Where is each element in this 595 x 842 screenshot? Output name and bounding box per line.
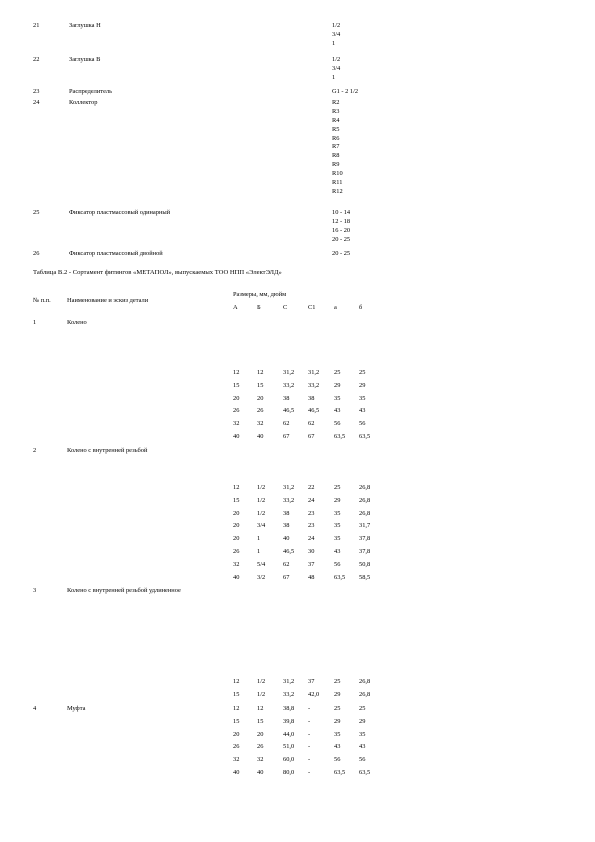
row-21-num: 21 bbox=[33, 22, 40, 29]
table-cell: 15 bbox=[233, 717, 240, 725]
table-cell: 12 bbox=[233, 484, 240, 491]
row-24-name: Коллектор bbox=[69, 99, 98, 106]
table-caption: Таблица В.2 - Сортамент фитингов «МЕТАПОЛ», выпускаемых ТОО НПП «ЭлектЭЛД» bbox=[33, 269, 282, 276]
row-23-num: 23 bbox=[33, 88, 40, 95]
table-cell: 1/2 bbox=[257, 496, 266, 504]
table-cell: 35 bbox=[334, 394, 341, 402]
table-cell: 46,5 bbox=[283, 407, 295, 415]
table-cell: 20 bbox=[233, 522, 240, 530]
table-cell: 31,2 bbox=[283, 484, 295, 491]
table-cell: 40 bbox=[233, 433, 240, 440]
row-25-sizes bbox=[332, 210, 350, 246]
table-cell: 29 bbox=[334, 496, 341, 504]
table-cell: 32 bbox=[233, 560, 240, 568]
table-cell: 29 bbox=[334, 381, 341, 389]
table-cell: 56 bbox=[359, 756, 366, 764]
size-value: R3 bbox=[332, 107, 340, 115]
table-cell: 60,0 bbox=[283, 756, 295, 764]
row-23-name: Распределитель bbox=[69, 88, 113, 95]
size-value: 3/4 bbox=[332, 30, 341, 38]
size-value: 1 bbox=[332, 39, 336, 47]
table-cell: 38 bbox=[308, 394, 315, 402]
table-cell: 35 bbox=[334, 509, 341, 517]
row-21-sizes bbox=[332, 23, 340, 50]
table-cell: 25 bbox=[334, 705, 341, 712]
table-cell: 43 bbox=[359, 407, 366, 415]
table-cell: 20 bbox=[233, 535, 240, 543]
table-cell: 33,2 bbox=[283, 381, 295, 389]
table-cell: 20 bbox=[233, 730, 240, 738]
table-cell: 26 bbox=[257, 407, 264, 415]
table-cell: 20 bbox=[257, 394, 264, 402]
table-cell: 31,7 bbox=[359, 522, 371, 530]
table-cell: 20 bbox=[233, 509, 240, 517]
table-cell: 12 bbox=[257, 369, 264, 376]
header-num: № п.п. bbox=[33, 297, 51, 304]
table-cell: 26,8 bbox=[359, 509, 371, 517]
size-value: R6 bbox=[332, 134, 340, 142]
table-cell: 38 bbox=[283, 509, 290, 517]
size-value: R5 bbox=[332, 125, 340, 133]
table-cell: 67 bbox=[308, 433, 315, 440]
table-cell: 35 bbox=[334, 730, 341, 738]
table-cell: 35 bbox=[334, 522, 341, 530]
table-cell: 25 bbox=[334, 678, 341, 685]
table-cell: 29 bbox=[359, 717, 366, 725]
table-cell: - bbox=[308, 705, 311, 712]
table-cell: 22 bbox=[308, 484, 315, 491]
row-26-num: 26 bbox=[33, 250, 40, 257]
size-value: R8 bbox=[332, 152, 340, 160]
size-value: R10 bbox=[332, 170, 343, 178]
table-cell: 12 bbox=[233, 369, 240, 376]
table-cell: 33,2 bbox=[283, 496, 295, 504]
table-cell: - bbox=[308, 730, 311, 738]
table-cell: 15 bbox=[257, 717, 264, 725]
size-value: 12 - 18 bbox=[332, 217, 351, 225]
table-cell: 31,2 bbox=[308, 369, 320, 376]
table-cell: 30 bbox=[308, 548, 315, 555]
table-cell: 32 bbox=[233, 420, 240, 428]
row-24-sizes bbox=[332, 100, 343, 198]
table-cell: 3/4 bbox=[257, 522, 266, 530]
table-cell: 63,5 bbox=[359, 769, 371, 776]
table-cell: - bbox=[308, 756, 311, 764]
row-24-num: 24 bbox=[33, 99, 40, 106]
table-cell: 37,8 bbox=[359, 548, 371, 555]
header-col-b: Б bbox=[257, 304, 261, 311]
table-cell: 15 bbox=[257, 381, 264, 389]
item-4-num: 4 bbox=[33, 705, 37, 712]
table-cell: 46,5 bbox=[283, 548, 295, 555]
table-cell: 40 bbox=[257, 433, 264, 440]
table-cell: 31,2 bbox=[283, 369, 295, 376]
item-2-name: Колено с внутренней резьбой bbox=[67, 447, 148, 454]
table-cell: 26,8 bbox=[359, 690, 371, 698]
row-25-name: Фиксатор пластмассовый одинарный bbox=[69, 209, 171, 216]
table-cell: 56 bbox=[334, 560, 341, 568]
table-cell: 20 bbox=[257, 730, 264, 738]
row-26-name: Фиксатор пластмассовый двойной bbox=[69, 250, 163, 257]
table-cell: 26 bbox=[233, 548, 240, 555]
size-value: R7 bbox=[332, 143, 340, 151]
table-cell: 1 bbox=[257, 535, 261, 543]
table-cell: 12 bbox=[233, 678, 240, 685]
table-cell: 40 bbox=[283, 535, 290, 543]
table-cell: 29 bbox=[334, 690, 341, 698]
table-cell: 32 bbox=[233, 756, 240, 764]
table-cell: 29 bbox=[359, 381, 366, 389]
size-value: 10 - 14 bbox=[332, 209, 351, 216]
table-cell: 5/4 bbox=[257, 560, 266, 568]
row-22-num: 22 bbox=[33, 56, 40, 63]
header-name: Наименование и эскиз детали bbox=[67, 297, 149, 304]
table-cell: 35 bbox=[359, 394, 366, 402]
table-cell: 3/2 bbox=[257, 573, 266, 581]
table-cell: 26,8 bbox=[359, 678, 371, 685]
table-cell: 12 bbox=[233, 705, 240, 712]
item-1-name: Колено bbox=[67, 319, 87, 326]
table-cell: 23 bbox=[308, 509, 315, 517]
table-cell: 67 bbox=[283, 433, 290, 440]
item-1-num: 1 bbox=[33, 319, 37, 326]
size-value: 1/2 bbox=[332, 22, 341, 29]
table-cell: 56 bbox=[359, 420, 366, 428]
table-cell: 42,0 bbox=[308, 690, 320, 698]
table-cell: 35 bbox=[359, 730, 366, 738]
item-3-num: 3 bbox=[33, 587, 37, 594]
row-23-sizes bbox=[332, 89, 358, 98]
row-22-sizes bbox=[332, 57, 340, 84]
table-cell: 24 bbox=[308, 535, 315, 543]
table-cell: 15 bbox=[233, 496, 240, 504]
table-cell: 37,8 bbox=[359, 535, 371, 543]
header-dims-title: Размеры, мм, дюйм bbox=[233, 291, 287, 298]
table-cell: 1/2 bbox=[257, 690, 266, 698]
table-cell: 25 bbox=[359, 705, 366, 712]
table-cell: 29 bbox=[334, 717, 341, 725]
table-cell: 26 bbox=[257, 743, 264, 751]
table-cell: 62 bbox=[283, 560, 290, 568]
item-2-num: 2 bbox=[33, 447, 37, 454]
header-col-c1: C1 bbox=[308, 304, 316, 311]
table-cell: 80,0 bbox=[283, 769, 295, 776]
table-cell: 15 bbox=[233, 690, 240, 698]
table-cell: 25 bbox=[334, 369, 341, 376]
header-col-a: A bbox=[233, 304, 238, 311]
table-cell: 63,5 bbox=[334, 573, 346, 581]
row-26-sizes bbox=[332, 251, 350, 260]
table-cell: 44,0 bbox=[283, 730, 295, 738]
row-21-name: Заглушка Н bbox=[69, 22, 101, 29]
table-cell: 33,2 bbox=[283, 690, 295, 698]
table-cell: 20 bbox=[233, 394, 240, 402]
table-cell: 24 bbox=[308, 496, 315, 504]
table-cell: 48 bbox=[308, 573, 315, 581]
table-cell: - bbox=[308, 743, 311, 751]
size-value: 20 - 25 bbox=[332, 250, 351, 257]
table-cell: 43 bbox=[334, 407, 341, 415]
table-cell: 37 bbox=[308, 560, 315, 568]
table-cell: 23 bbox=[308, 522, 315, 530]
table-cell: 37 bbox=[308, 678, 315, 685]
table-cell: 1/2 bbox=[257, 678, 266, 685]
table-cell: 25 bbox=[359, 369, 366, 376]
table-cell: 1/2 bbox=[257, 509, 266, 517]
table-cell: 40 bbox=[257, 769, 264, 776]
header-col-c: C bbox=[283, 304, 288, 311]
table-cell: 26 bbox=[233, 743, 240, 751]
table-cell: 1/2 bbox=[257, 484, 266, 491]
table-cell: 46,5 bbox=[308, 407, 320, 415]
table-cell: 32 bbox=[257, 420, 264, 428]
size-value: 1/2 bbox=[332, 56, 341, 63]
size-value: 16 - 20 bbox=[332, 226, 351, 234]
size-value: R12 bbox=[332, 187, 343, 195]
table-cell: 43 bbox=[359, 743, 366, 751]
table-cell: 26 bbox=[233, 407, 240, 415]
header-col-b2: б bbox=[359, 304, 363, 311]
table-cell: 50,8 bbox=[359, 560, 371, 568]
size-value: R11 bbox=[332, 179, 343, 187]
table-cell: 15 bbox=[233, 381, 240, 389]
table-cell: 26,8 bbox=[359, 484, 371, 491]
table-cell: 63,5 bbox=[359, 433, 371, 440]
size-value: G1 - 2 1/2 bbox=[332, 88, 359, 95]
table-cell: 43 bbox=[334, 743, 341, 751]
size-value: R2 bbox=[332, 99, 340, 106]
table-cell: 31,2 bbox=[283, 678, 295, 685]
table-cell: 43 bbox=[334, 548, 341, 555]
table-cell: 38 bbox=[283, 394, 290, 402]
size-value: 20 - 25 bbox=[332, 235, 351, 243]
table-cell: 39,8 bbox=[283, 717, 295, 725]
table-cell: 51,0 bbox=[283, 743, 295, 751]
item-4-name: Муфта bbox=[67, 705, 86, 712]
item-3-name: Колено с внутренней резьбой удлиненное bbox=[67, 587, 181, 594]
table-cell: 56 bbox=[334, 420, 341, 428]
size-value: R9 bbox=[332, 161, 340, 169]
table-cell: 58,5 bbox=[359, 573, 371, 581]
table-cell: 67 bbox=[283, 573, 290, 581]
table-cell: 35 bbox=[334, 535, 341, 543]
table-cell: 32 bbox=[257, 756, 264, 764]
table-cell: 63,5 bbox=[334, 769, 346, 776]
header-col-a2: a bbox=[334, 304, 337, 311]
table-cell: 40 bbox=[233, 573, 240, 581]
table-cell: - bbox=[308, 769, 311, 776]
row-25-num: 25 bbox=[33, 209, 40, 216]
table-cell: 56 bbox=[334, 756, 341, 764]
table-cell: 26,8 bbox=[359, 496, 371, 504]
size-value: 1 bbox=[332, 73, 336, 81]
table-cell: 25 bbox=[334, 484, 341, 491]
table-cell: 33,2 bbox=[308, 381, 320, 389]
table-cell: 62 bbox=[308, 420, 315, 428]
table-cell: 40 bbox=[233, 769, 240, 776]
table-cell: 38 bbox=[283, 522, 290, 530]
table-cell: 62 bbox=[283, 420, 290, 428]
table-cell: - bbox=[308, 717, 311, 725]
size-value: R4 bbox=[332, 116, 340, 124]
size-value: 3/4 bbox=[332, 64, 341, 72]
table-cell: 63,5 bbox=[334, 433, 346, 440]
table-cell: 1 bbox=[257, 548, 261, 555]
row-22-name: Заглушка В bbox=[69, 56, 101, 63]
table-cell: 12 bbox=[257, 705, 264, 712]
table-cell: 38,8 bbox=[283, 705, 295, 712]
